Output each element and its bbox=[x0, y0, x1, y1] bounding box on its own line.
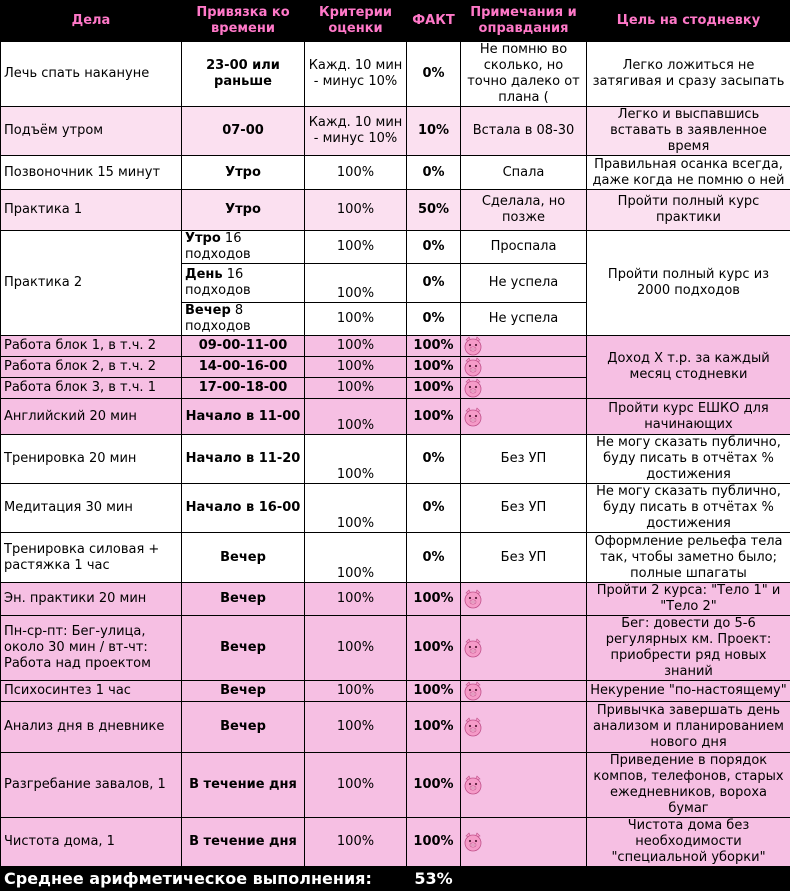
criteria-cell: 100% bbox=[305, 357, 407, 378]
goal-cell: Чистота дома без необходимости "специальной уборки" bbox=[587, 818, 790, 867]
note-cell: Без УП bbox=[461, 484, 587, 533]
goal-cell: Приведение в порядок компов, телефонов, старых ежедневников, вороха бумаг bbox=[587, 753, 790, 818]
time-cell: Утро bbox=[182, 190, 305, 231]
pink-pig-face-icon bbox=[463, 407, 483, 427]
task-cell: Работа блок 3, в т.ч. 1 bbox=[1, 378, 182, 399]
fact-cell: 0% bbox=[407, 42, 461, 107]
note-cell: Не успела bbox=[461, 264, 587, 303]
fact-cell: 0% bbox=[407, 303, 461, 336]
task-cell: Эн. практики 20 мин bbox=[1, 583, 182, 616]
task-cell: Психосинтез 1 час bbox=[1, 681, 182, 702]
time-cell: 07-00 bbox=[182, 107, 305, 156]
pink-pig-face-icon bbox=[463, 357, 483, 377]
time-cell: Утро bbox=[182, 156, 305, 190]
task-cell: Чистота дома, 1 bbox=[1, 818, 182, 867]
goal-cell: Доход Х т.р. за каждый месяц стодневки bbox=[587, 336, 790, 399]
header-fact: ФАКТ bbox=[407, 1, 461, 42]
note-cell bbox=[461, 818, 587, 867]
time-cell: Вечер 8 подходов bbox=[182, 303, 305, 336]
time-cell: 09-00-11-00 bbox=[182, 336, 305, 357]
table-row bbox=[1, 616, 790, 681]
note-cell bbox=[461, 702, 587, 753]
goal-cell: Некурение "по-настоящему" bbox=[587, 681, 790, 702]
note-cell: Спала bbox=[461, 156, 587, 190]
time-cell: Вечер bbox=[182, 616, 305, 681]
task-cell: Подъём утром bbox=[1, 107, 182, 156]
header-criteria: Критерии оценки bbox=[305, 1, 407, 42]
time-cell: 17-00-18-00 bbox=[182, 378, 305, 399]
time-cell: 23-00 или раньше bbox=[182, 42, 305, 107]
summary-value: 53% bbox=[407, 867, 461, 891]
table-row bbox=[1, 681, 790, 702]
criteria-cell: 100% bbox=[305, 303, 407, 336]
criteria-cell: 100% bbox=[305, 583, 407, 616]
note-cell bbox=[461, 399, 587, 435]
task-cell: Медитация 30 мин bbox=[1, 484, 182, 533]
fact-cell: 100% bbox=[407, 681, 461, 702]
criteria-cell: 100% bbox=[305, 484, 407, 533]
task-cell: Тренировка силовая + растяжка 1 час bbox=[1, 533, 182, 583]
criteria-cell: 100% bbox=[305, 681, 407, 702]
note-cell bbox=[461, 616, 587, 681]
table-row bbox=[1, 42, 790, 107]
goal-cell: Привычка завершать день анализом и планированием нового дня bbox=[587, 702, 790, 753]
criteria-cell: 100% bbox=[305, 190, 407, 231]
criteria-cell: 100% bbox=[305, 818, 407, 867]
time-cell: Начало в 11-00 bbox=[182, 399, 305, 435]
header-goal: Цель на стодневку bbox=[587, 1, 790, 42]
criteria-cell: 100% bbox=[305, 702, 407, 753]
note-cell: Не успела bbox=[461, 303, 587, 336]
time-cell: Начало в 11-20 bbox=[182, 435, 305, 484]
task-cell: Позвоночник 15 минут bbox=[1, 156, 182, 190]
criteria-cell: 100% bbox=[305, 435, 407, 484]
goal-cell: Пройти курс ЕШКО для начинающих bbox=[587, 399, 790, 435]
task-cell: Практика 2 bbox=[1, 231, 182, 336]
goal-cell: Легко ложиться не затягивая и сразу засыпать bbox=[587, 42, 790, 107]
goal-cell: Пройти полный курс практики bbox=[587, 190, 790, 231]
time-cell: Начало в 16-00 bbox=[182, 484, 305, 533]
table-row bbox=[1, 753, 790, 818]
goal-cell: Пройти 2 курса: "Тело 1" и "Тело 2" bbox=[587, 583, 790, 616]
time-cell: Вечер bbox=[182, 681, 305, 702]
criteria-cell: 100% bbox=[305, 156, 407, 190]
task-cell: Пн-ср-пт: Бег-улица, около 30 мин / вт-чт: Работа над проектом bbox=[1, 616, 182, 681]
note-cell: Без УП bbox=[461, 533, 587, 583]
fact-cell: 100% bbox=[407, 616, 461, 681]
time-cell: В течение дня bbox=[182, 753, 305, 818]
time-cell: Утро 16 подходов bbox=[182, 231, 305, 264]
goal-cell: Пройти полный курс из 2000 подходов bbox=[587, 231, 790, 336]
header-task: Дела bbox=[1, 1, 182, 42]
note-cell bbox=[461, 681, 587, 702]
note-cell: Без УП bbox=[461, 435, 587, 484]
task-cell: Разгребание завалов, 1 bbox=[1, 753, 182, 818]
note-cell bbox=[461, 336, 587, 357]
criteria-cell: 100% bbox=[305, 378, 407, 399]
table-row bbox=[1, 107, 790, 156]
task-cell: Работа блок 2, в т.ч. 2 bbox=[1, 357, 182, 378]
table-row bbox=[1, 336, 790, 357]
criteria-cell: 100% bbox=[305, 616, 407, 681]
note-cell: Не помню во сколько, но точно далеко от плана ( bbox=[461, 42, 587, 107]
fact-cell: 10% bbox=[407, 107, 461, 156]
pink-pig-face-icon bbox=[463, 638, 483, 658]
pink-pig-face-icon bbox=[463, 378, 483, 398]
table-row bbox=[1, 484, 790, 533]
table-row bbox=[1, 818, 790, 867]
goal-cell: Легко и выспавшись вставать в заявленное время bbox=[587, 107, 790, 156]
table-row bbox=[1, 399, 790, 435]
goal-cell: Оформление рельефа тела так, чтобы заметно было; полные шпагаты bbox=[587, 533, 790, 583]
fact-cell: 0% bbox=[407, 264, 461, 303]
time-cell: День 16 подходов bbox=[182, 264, 305, 303]
criteria-cell: 100% bbox=[305, 399, 407, 435]
criteria-cell: Кажд. 10 мин - минус 10% bbox=[305, 107, 407, 156]
time-cell: 14-00-16-00 bbox=[182, 357, 305, 378]
note-cell bbox=[461, 378, 587, 399]
criteria-cell: 100% bbox=[305, 533, 407, 583]
fact-cell: 0% bbox=[407, 156, 461, 190]
table-row bbox=[1, 231, 790, 264]
pink-pig-face-icon bbox=[463, 775, 483, 795]
summary-row bbox=[1, 867, 790, 891]
pink-pig-face-icon bbox=[463, 589, 483, 609]
fact-cell: 100% bbox=[407, 399, 461, 435]
criteria-cell: 100% bbox=[305, 336, 407, 357]
fact-cell: 0% bbox=[407, 533, 461, 583]
fact-cell: 100% bbox=[407, 702, 461, 753]
goal-cell: Не могу сказать публично, буду писать в отчётах % достижения bbox=[587, 435, 790, 484]
goal-cell: Не могу сказать публично, буду писать в отчётах % достижения bbox=[587, 484, 790, 533]
time-cell: Вечер bbox=[182, 533, 305, 583]
note-cell: Встала в 08-30 bbox=[461, 107, 587, 156]
pink-pig-face-icon bbox=[463, 832, 483, 852]
fact-cell: 100% bbox=[407, 753, 461, 818]
table-row bbox=[1, 190, 790, 231]
fact-cell: 0% bbox=[407, 435, 461, 484]
task-cell: Работа блок 1, в т.ч. 2 bbox=[1, 336, 182, 357]
fact-cell: 100% bbox=[407, 818, 461, 867]
pink-pig-face-icon bbox=[463, 681, 483, 701]
goal-cell: Бег: довести до 5-6 регулярных км. Проект: приобрести ряд новых знаний bbox=[587, 616, 790, 681]
time-cell: Вечер bbox=[182, 583, 305, 616]
pink-pig-face-icon bbox=[463, 336, 483, 356]
note-cell bbox=[461, 583, 587, 616]
task-cell: Анализ дня в дневнике bbox=[1, 702, 182, 753]
summary-spacer bbox=[461, 867, 790, 891]
criteria-cell: 100% bbox=[305, 753, 407, 818]
criteria-cell: 100% bbox=[305, 264, 407, 303]
note-cell bbox=[461, 357, 587, 378]
task-cell: Лечь спать накануне bbox=[1, 42, 182, 107]
fact-cell: 100% bbox=[407, 336, 461, 357]
table-row bbox=[1, 583, 790, 616]
header-notes: Примечания и оправдания bbox=[461, 1, 587, 42]
fact-cell: 100% bbox=[407, 583, 461, 616]
fact-cell: 50% bbox=[407, 190, 461, 231]
task-cell: Английский 20 мин bbox=[1, 399, 182, 435]
fact-cell: 100% bbox=[407, 357, 461, 378]
note-cell: Проспала bbox=[461, 231, 587, 264]
note-cell: Сделала, но позже bbox=[461, 190, 587, 231]
table-row bbox=[1, 533, 790, 583]
criteria-cell: 100% bbox=[305, 231, 407, 264]
table-row bbox=[1, 435, 790, 484]
fact-cell: 0% bbox=[407, 484, 461, 533]
fact-cell: 0% bbox=[407, 231, 461, 264]
fact-cell: 100% bbox=[407, 378, 461, 399]
criteria-cell: Кажд. 10 мин - минус 10% bbox=[305, 42, 407, 107]
table-row bbox=[1, 156, 790, 190]
pink-pig-face-icon bbox=[463, 717, 483, 737]
header-time: Привязка ко времени bbox=[182, 1, 305, 42]
task-cell: Практика 1 bbox=[1, 190, 182, 231]
time-cell: В течение дня bbox=[182, 818, 305, 867]
summary-label: Среднее арифметическое выполнения: bbox=[1, 867, 407, 891]
note-cell bbox=[461, 753, 587, 818]
task-cell: Тренировка 20 мин bbox=[1, 435, 182, 484]
table-row bbox=[1, 702, 790, 753]
time-cell: Вечер bbox=[182, 702, 305, 753]
goal-cell: Правильная осанка всегда, даже когда не помню о ней bbox=[587, 156, 790, 190]
